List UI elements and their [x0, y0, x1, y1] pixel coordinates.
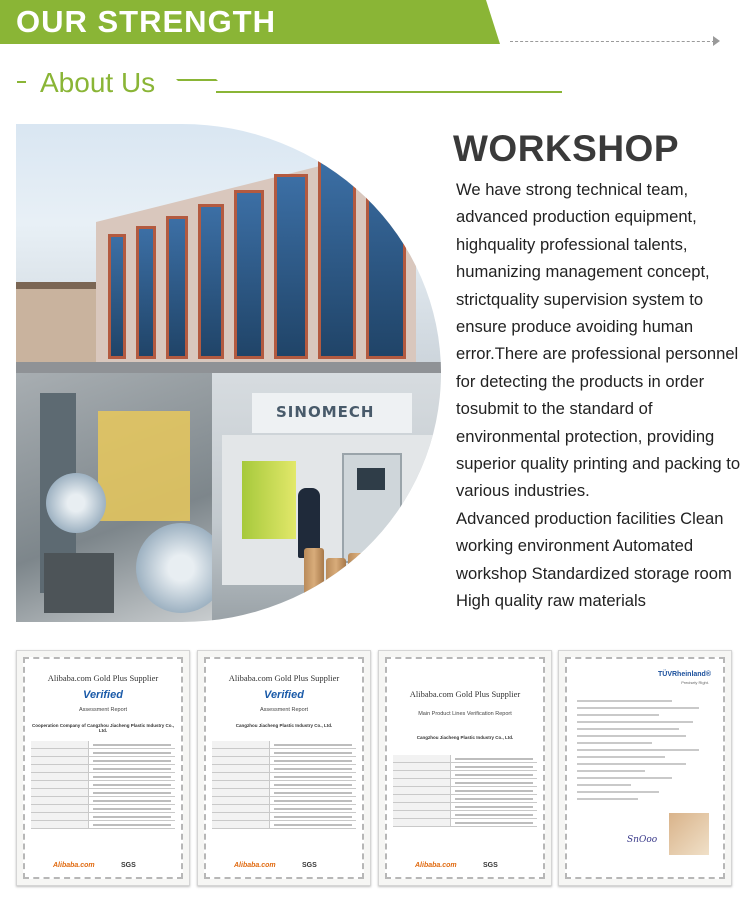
certificate-table [212, 741, 356, 841]
banner-title: OUR STRENGTH [16, 4, 276, 39]
building-window [234, 190, 264, 359]
tuv-tagline: Precisely Right. [681, 680, 709, 685]
certificate-card [16, 650, 190, 886]
verified-badge: Verified [264, 689, 304, 701]
packaging-machine-photo [16, 373, 212, 622]
building-window [366, 144, 406, 359]
road [16, 362, 441, 373]
section-banner [0, 0, 750, 50]
certificate-table [393, 755, 537, 855]
certificates-row [0, 650, 750, 912]
about-underline [216, 91, 562, 93]
certificate-company: Cangzhou Jiacheng Plastic Industry Co., Ltd. [416, 735, 514, 740]
sgs-logo: SGS [121, 862, 136, 869]
certificate-border [204, 657, 364, 879]
alibaba-logo: Alibaba.com [53, 862, 95, 869]
certificate-border [385, 657, 545, 879]
certificate-company: Cooperation Company of Cangzhou Jiacheng Plastic Industry Co., Ltd. [31, 723, 174, 733]
building-window [318, 158, 356, 359]
certificate-border [565, 657, 725, 879]
paper-tube [326, 558, 346, 618]
certificate-subtitle: Main Product Lines Verification Report [418, 711, 512, 717]
film-roll [46, 473, 106, 533]
workshop-paragraph-2: Advanced production facilities Clean working environment Automated workshop Standardized storage room High quality raw materials [456, 508, 732, 611]
house [16, 289, 96, 373]
about-dash-decoration [17, 81, 26, 83]
workshop-title: WORKSHOP [453, 128, 679, 169]
certificate-company: Cangzhou Jiacheng Plastic Industry Co., Ltd. [235, 723, 333, 728]
control-screen [357, 468, 385, 490]
certificate-border [23, 657, 183, 879]
certificate-card [378, 650, 552, 886]
sample-photo [669, 813, 709, 855]
arrow-right-icon [713, 36, 720, 46]
certificate-header: Alibaba.com Gold Plus Supplier [47, 673, 159, 683]
printing-machine-photo [212, 373, 441, 622]
certificate-table [31, 741, 175, 841]
certificate-header: Alibaba.com Gold Plus Supplier [409, 689, 521, 699]
paper-tube [304, 548, 324, 618]
paper-tube [348, 553, 368, 618]
sgs-logo: SGS [302, 862, 317, 869]
factory-building-photo [16, 124, 441, 373]
machine-brand-label: SINOMECH [276, 403, 375, 421]
alibaba-logo: Alibaba.com [415, 862, 457, 869]
signature: SnOoo [627, 835, 658, 845]
certificate-subtitle: Assessment Report [260, 707, 308, 713]
test-report-lines [577, 695, 713, 805]
certificate-subtitle: Assessment Report [79, 707, 127, 713]
building-window [108, 234, 126, 359]
building-window [198, 204, 224, 359]
certificate-card [558, 650, 732, 886]
workshop-description [456, 176, 750, 615]
alibaba-logo: Alibaba.com [234, 862, 276, 869]
building-window [166, 216, 188, 359]
certificate-card [197, 650, 371, 886]
machine-motor [44, 553, 114, 613]
sgs-logo: SGS [483, 862, 498, 869]
film-roll [136, 523, 212, 613]
factory-photo-collage [16, 124, 441, 622]
verified-badge: Verified [83, 689, 123, 701]
machine-sign [98, 411, 190, 521]
workshop-paragraph-1: We have strong technical team, advanced production equipment, highquality professional talents, humanizing management concept, strictquality supervision system to ensure produce avoiding human error.There are professional personnel for detecting the products in order tosubmit to the standard of environmental protection, providing superior quality printing and packing to various industries. [456, 180, 741, 501]
about-heading [0, 62, 750, 102]
printed-film-roll [242, 461, 296, 539]
certificate-header: Alibaba.com Gold Plus Supplier [228, 673, 340, 683]
about-title: About Us [40, 67, 156, 98]
building-window [136, 226, 156, 359]
tuv-logo: TÜVRheinland® [658, 671, 711, 678]
building-window [274, 174, 308, 359]
banner-dashed-line [510, 41, 715, 42]
